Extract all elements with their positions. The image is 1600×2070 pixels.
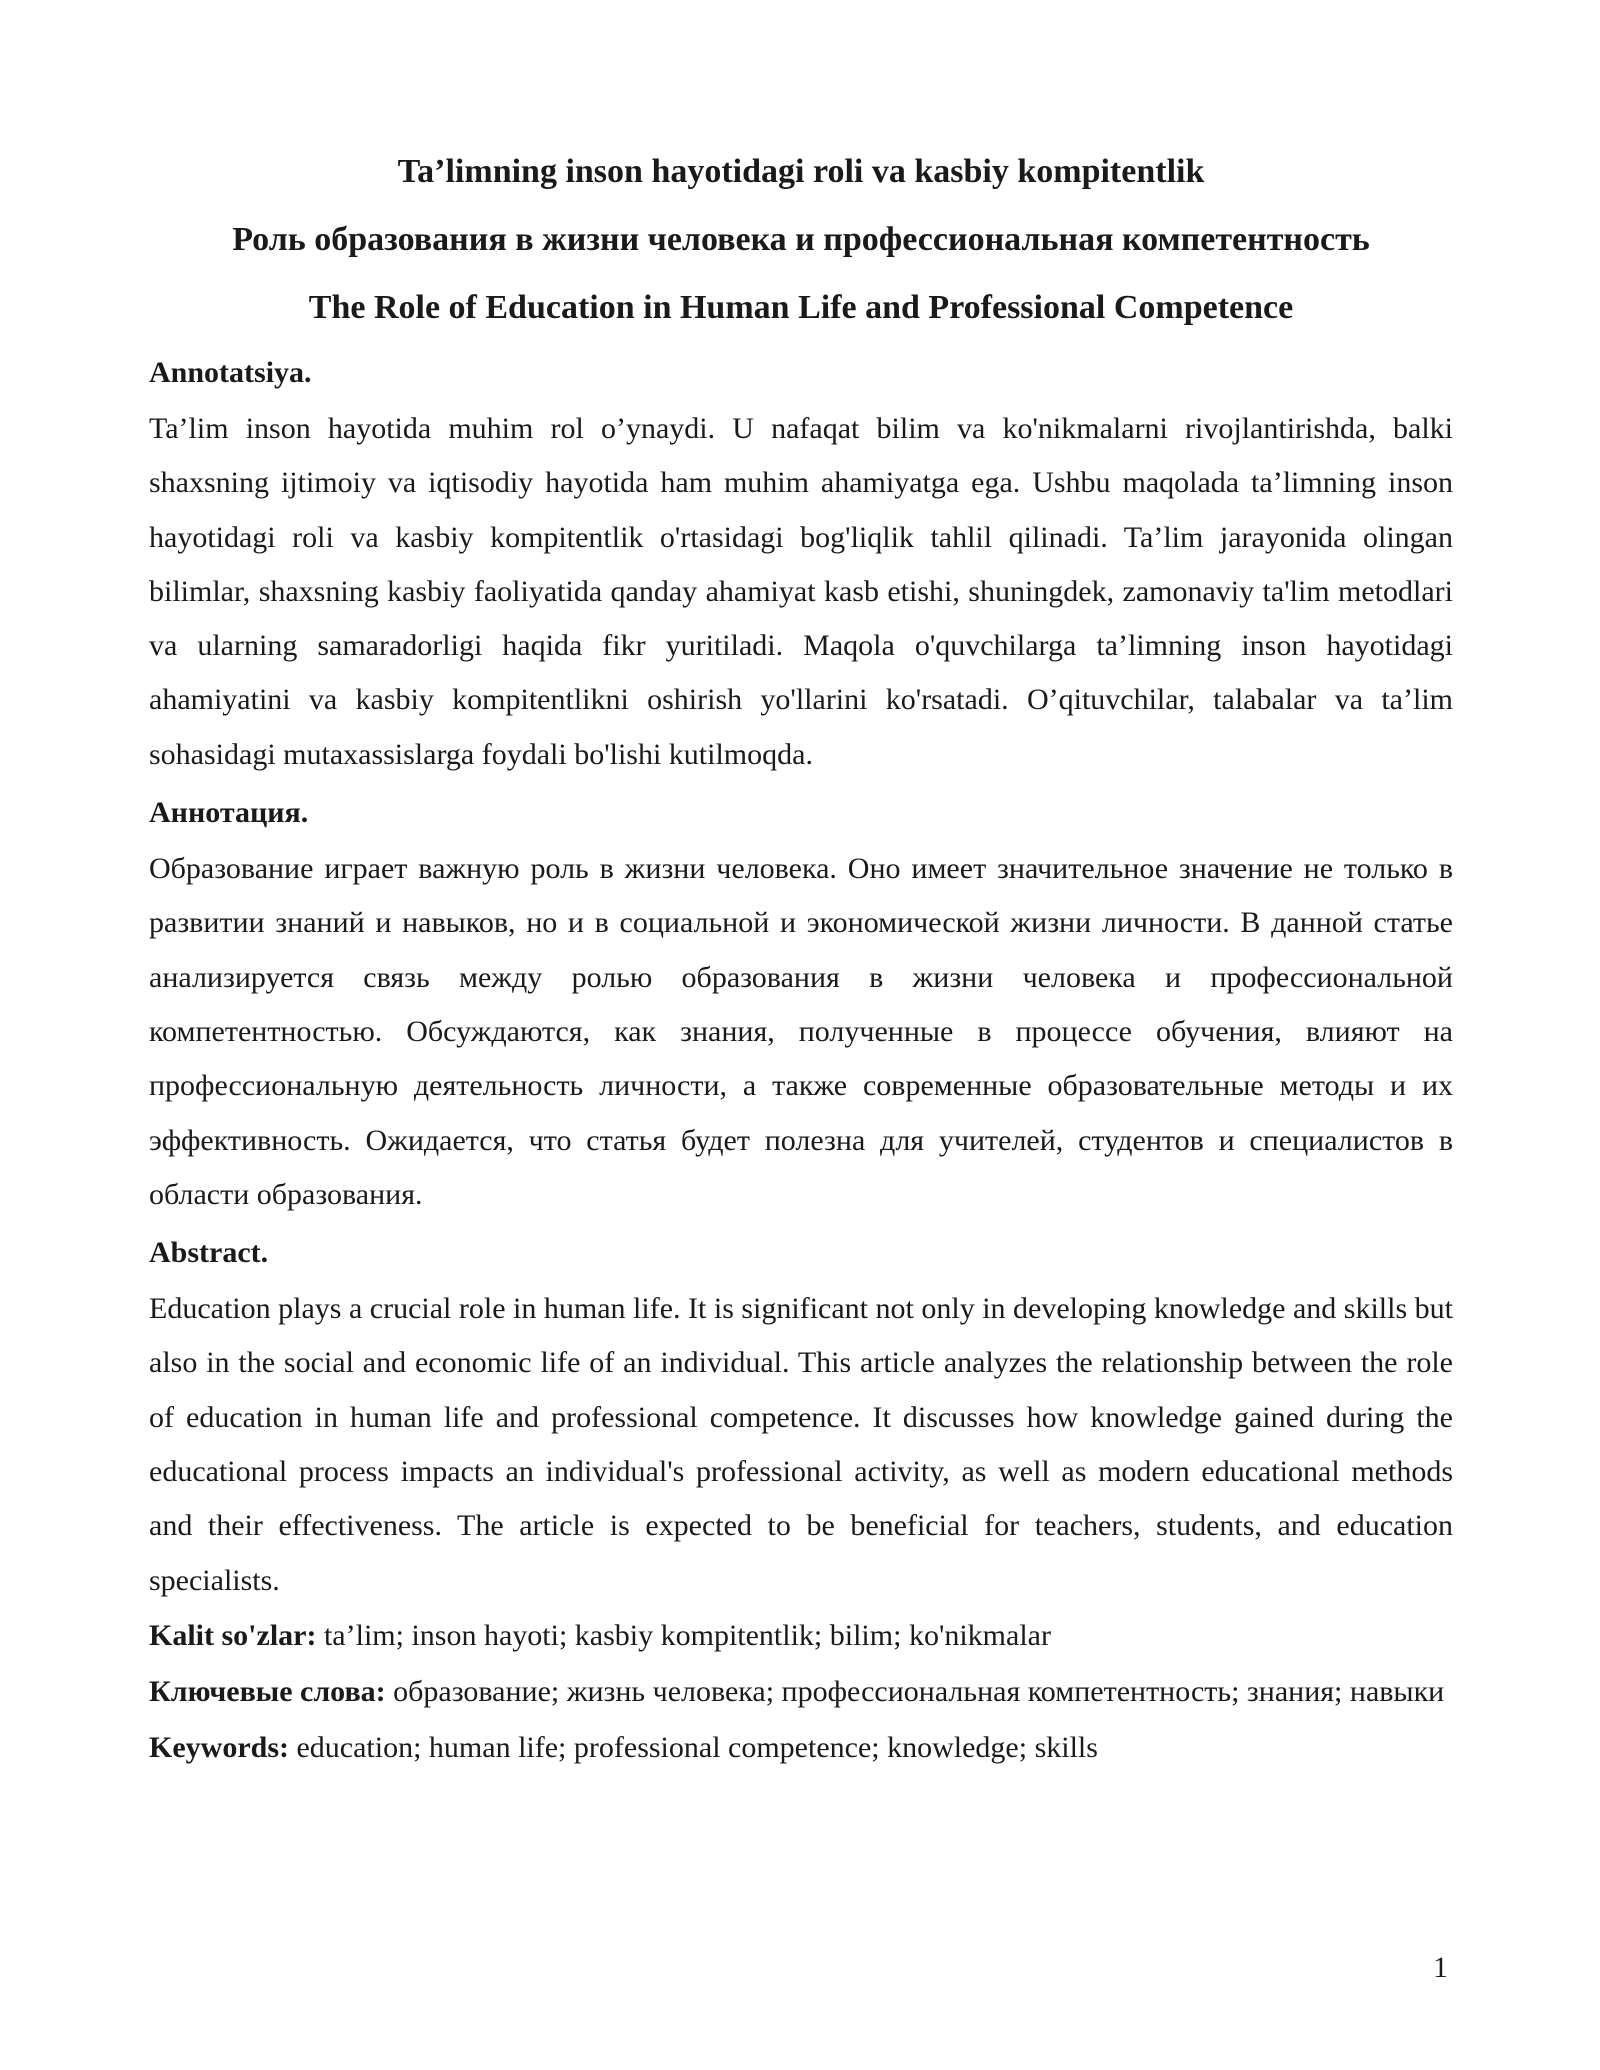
abstract-english-heading: Abstract.: [149, 1236, 269, 1270]
keywords-english-label: Keywords:: [149, 1730, 289, 1764]
keywords-uzbek-label: Kalit so'zlar:: [149, 1618, 317, 1652]
annotation-russian-section: [149, 786, 1453, 1222]
title-english: The Role of Education in Human Life and Professional Competence: [308, 289, 1294, 326]
annotation-russian-text: Образование играет важную роль в жизни человека. Оно имеет значительное значение не только в развитии знаний и навыков, но и в социальной и экономической жизни личности. В данной статье анализируется связь между ролью образования в жизни человека и профессиональной компетентностью. Обсуждаются, как знания, полученные в процессе обучения, влияют на профессиональную деятельность личности, а также современные образовательные методы и их эффективность. Ожидается, что статья будет полезна для учителей, студентов и специалистов в области образования.: [149, 852, 1453, 1211]
keywords-uzbek: [149, 1608, 1453, 1664]
annotation-uzbek-text: Ta’lim inson hayotida muhim rol o’ynaydi. U nafaqat bilim va ko'nikmalarni rivojlantirishda, balki shaxsning ijtimoiy va iqtisodiy hayotida ham muhim ahamiyatga ega. Ushbu maqolada ta’limning inson hayotidagi roli va kasbiy kompitentlik o'rtasidagi bog'liqlik tahlil qilinadi. Ta’lim jarayonida olingan bilimlar, shaxsning kasbiy faoliyatida qanday ahamiyat kasb etishi, shuningdek, zamonaviy ta'lim metodlari va ularning samaradorligi haqida fikr yuritiladi. Maqola o'quvchilarga ta’limning inson hayotidagi ahamiyatini va kasbiy kompitentlikni oshirish yo'llarini ko'rsatadi. O’qituvchilar, talabalar va ta’lim sohasidagi mutaxassislarga foydali bo'lishi kutilmoqda.: [149, 412, 1453, 771]
abstract-english-text: Education plays a crucial role in human life. It is significant not only in developing knowledge and skills but also in the social and economic life of an individual. This article analyzes the relationship between the role of education in human life and professional competence. It discusses how knowledge gained during the educational process impacts an individual's professional activity, as well as modern educational methods and their effectiveness. The article is expected to be beneficial for teachers, students, and education specialists.: [149, 1292, 1453, 1597]
annotation-uzbek-heading: Annotatsiya.: [149, 356, 312, 389]
abstract-english-section: [149, 1226, 1453, 1608]
keywords-russian-label: Ключевые слова:: [149, 1674, 386, 1708]
keywords-russian: [149, 1664, 1453, 1720]
keywords-russian-list: образование; жизнь человека; профессиональная компетентность; знания; навыки: [385, 1674, 1445, 1708]
annotation-russian-heading: Аннотация.: [149, 796, 309, 830]
keywords-english-list: education; human life; professional competence; knowledge; skills: [288, 1730, 1098, 1764]
keywords-section: [149, 1608, 1453, 1776]
keywords-uzbek-list: ta’lim; inson hayoti; kasbiy kompitentlik; bilim; ko'nikmalar: [316, 1618, 1051, 1652]
title-russian: Роль образования в жизни человека и профессиональная компетентность: [232, 221, 1370, 258]
title-uzbek: Ta’limning inson hayotidagi roli va kasbiy kompitentlik: [397, 153, 1205, 190]
annotation-uzbek-section: [149, 346, 1453, 782]
keywords-english: [149, 1720, 1453, 1776]
document-page: [149, 138, 1453, 1776]
page-number: 1: [1433, 1951, 1448, 1984]
